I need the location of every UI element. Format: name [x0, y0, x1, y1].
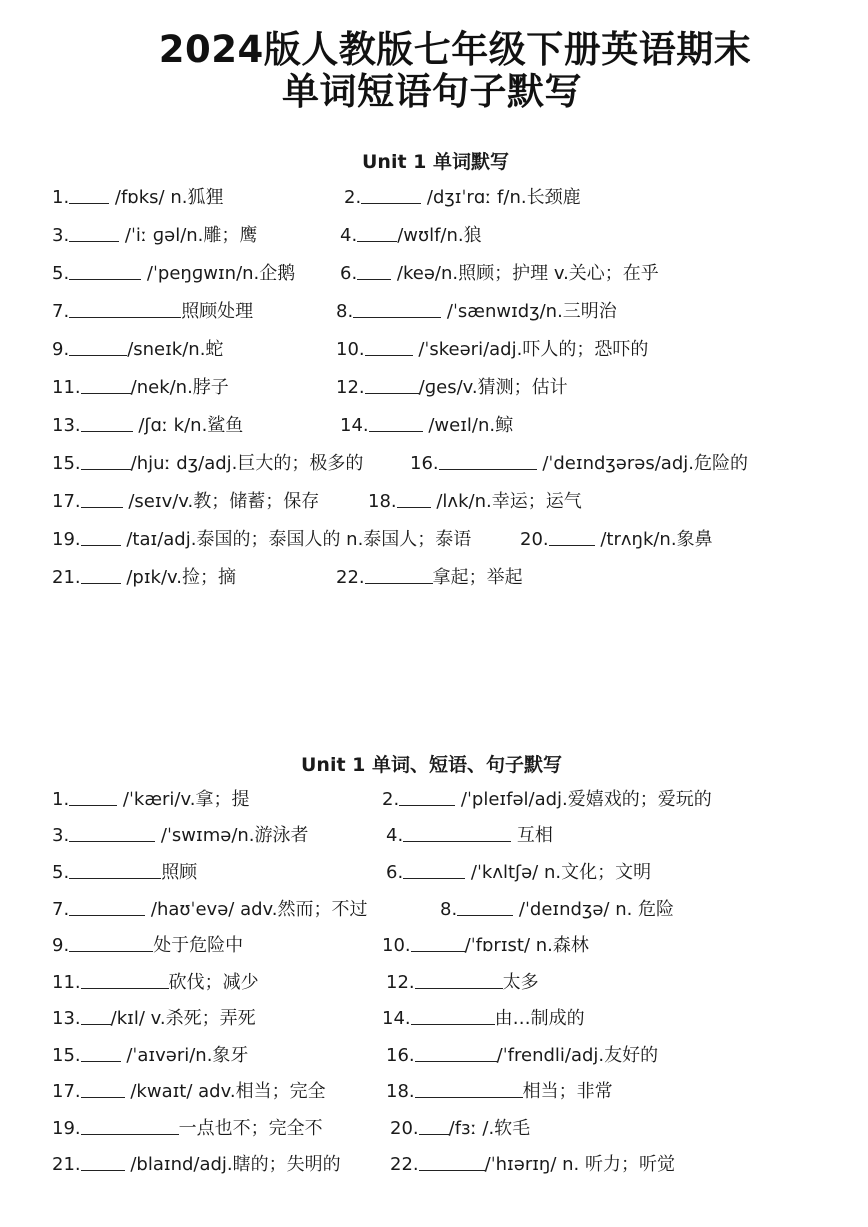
item-number: 3. — [52, 825, 70, 846]
exercise-item — [52, 488, 319, 516]
exercise-item — [52, 1005, 256, 1033]
item-number: 4. — [386, 825, 404, 846]
item-prompt: /keə/n.照顾；护理 v.关心；在乎 — [391, 263, 659, 284]
exercise-row — [52, 488, 852, 516]
exercise-row — [52, 969, 852, 997]
answer-blank[interactable] — [81, 565, 121, 584]
exercise-item — [368, 488, 582, 516]
answer-blank[interactable] — [69, 223, 119, 242]
exercise-item — [390, 1151, 675, 1179]
exercise-item — [336, 374, 568, 402]
exercise-row — [52, 184, 852, 212]
item-number: 5. — [52, 263, 70, 284]
exercise-row — [52, 822, 852, 850]
item-prompt: /ˈiː ɡəl/n.雕；鹰 — [119, 225, 258, 246]
item-prompt: /taɪ/adj.泰国的；泰国人的 n.泰国人；泰语 — [120, 529, 472, 550]
exercise-item — [382, 932, 589, 960]
exercise-item — [340, 260, 659, 288]
item-number: 12. — [336, 377, 365, 398]
exercise-row — [52, 1078, 852, 1106]
item-prompt: /kwaɪt/ adv.相当；完全 — [124, 1081, 326, 1102]
item-number: 8. — [440, 899, 458, 920]
item-number: 13. — [52, 1008, 81, 1029]
page-title-line-2: 单词短语句子默写 — [282, 70, 582, 113]
answer-blank[interactable] — [369, 413, 423, 432]
item-prompt: /weɪl/n.鲸 — [422, 415, 514, 436]
item-number: 20. — [520, 529, 549, 550]
exercise-row — [52, 412, 852, 440]
exercise-item — [336, 336, 648, 364]
item-prompt: /ˈdeɪndʒərəs/adj.危险的 — [536, 453, 748, 474]
exercise-item — [440, 896, 674, 924]
item-number: 12. — [386, 972, 415, 993]
exercise-item — [52, 1151, 341, 1179]
exercise-item — [386, 1042, 658, 1070]
item-prompt: /dʒɪˈrɑː f/n.长颈鹿 — [421, 187, 581, 208]
item-prompt: /ˈdeɪndʒə/ n. 危险 — [513, 899, 675, 920]
item-prompt: /ˈpleɪfəl/adj.爱嬉戏的；爱玩的 — [455, 789, 712, 810]
answer-blank[interactable] — [549, 527, 595, 546]
exercise-item — [52, 412, 243, 440]
answer-blank[interactable] — [81, 1079, 125, 1098]
exercise-item — [386, 859, 651, 887]
answer-blank[interactable] — [69, 933, 153, 952]
item-number: 15. — [52, 453, 81, 474]
answer-blank[interactable] — [397, 489, 431, 508]
exercise-row — [52, 222, 852, 250]
item-number: 6. — [386, 862, 404, 883]
answer-blank[interactable] — [403, 860, 465, 879]
answer-blank[interactable] — [419, 1116, 449, 1135]
answer-blank[interactable] — [81, 1116, 179, 1135]
item-prompt: 一点也不；完全不 — [178, 1118, 323, 1139]
item-number: 14. — [340, 415, 369, 436]
exercise-row — [52, 336, 852, 364]
item-prompt: /ˈfɒrɪst/ n.森林 — [464, 935, 589, 956]
item-prompt: 照顾 — [161, 862, 198, 883]
item-number: 9. — [52, 339, 70, 360]
exercise-item — [52, 859, 197, 887]
item-prompt: /trʌŋk/n.象鼻 — [594, 529, 713, 550]
answer-blank[interactable] — [357, 261, 391, 280]
item-prompt: /ˈhɪərɪŋ/ n. 听力；听觉 — [484, 1154, 675, 1175]
item-number: 17. — [52, 1081, 81, 1102]
item-number: 4. — [340, 225, 358, 246]
item-number: 10. — [382, 935, 411, 956]
item-number: 17. — [52, 491, 81, 512]
section-1-heading: Unit 1 单词默写 — [362, 151, 509, 173]
exercise-item — [382, 1005, 585, 1033]
answer-blank[interactable] — [81, 413, 133, 432]
exercise-row — [52, 450, 852, 478]
exercise-item — [52, 1042, 248, 1070]
item-number: 5. — [52, 862, 70, 883]
exercise-row — [52, 896, 852, 924]
answer-blank[interactable] — [69, 299, 181, 318]
item-number: 22. — [390, 1154, 419, 1175]
item-number: 13. — [52, 415, 81, 436]
item-prompt: /pɪk/v.捡；摘 — [120, 567, 237, 588]
item-number: 2. — [344, 187, 362, 208]
item-number: 11. — [52, 377, 81, 398]
item-prompt: /lʌk/n.幸运；运气 — [430, 491, 582, 512]
item-prompt: /ˈswɪmə/n.游泳者 — [155, 825, 309, 846]
answer-blank[interactable] — [81, 1043, 121, 1062]
item-number: 1. — [52, 187, 70, 208]
item-number: 16. — [386, 1045, 415, 1066]
answer-blank[interactable] — [81, 527, 121, 546]
item-prompt: 太多 — [502, 972, 539, 993]
exercise-item — [52, 222, 257, 250]
item-number: 11. — [52, 972, 81, 993]
exercise-item — [336, 298, 617, 326]
item-number: 19. — [52, 529, 81, 550]
exercise-row — [52, 1151, 852, 1179]
item-prompt: /blaɪnd/adj.瞎的；失明的 — [124, 1154, 341, 1175]
exercise-item — [340, 412, 513, 440]
item-prompt: /ˈpeŋɡwɪn/n.企鹅 — [141, 263, 296, 284]
item-number: 16. — [410, 453, 439, 474]
item-number: 18. — [386, 1081, 415, 1102]
exercise-item — [52, 184, 223, 212]
answer-blank[interactable] — [439, 451, 537, 470]
answer-blank[interactable] — [419, 1152, 485, 1171]
exercise-item — [340, 222, 482, 250]
answer-blank[interactable] — [353, 299, 441, 318]
page-title-line-1: 2024版人教版七年级下册英语期末 — [158, 28, 752, 71]
exercise-item — [386, 822, 553, 850]
item-number: 21. — [52, 567, 81, 588]
answer-blank[interactable] — [361, 185, 421, 204]
exercise-row — [52, 1005, 852, 1033]
exercise-item — [336, 564, 523, 592]
item-prompt: /sneɪk/n.蛇 — [127, 339, 224, 360]
answer-blank[interactable] — [81, 489, 123, 508]
item-prompt: 由…制成的 — [494, 1008, 585, 1029]
exercise-item — [52, 450, 363, 478]
answer-blank[interactable] — [365, 337, 413, 356]
item-prompt: /ʃɑː k/n.鲨鱼 — [132, 415, 244, 436]
section-2-heading: Unit 1 单词、短语、句子默写 — [301, 754, 563, 776]
answer-blank[interactable] — [399, 787, 455, 806]
exercise-item — [52, 896, 368, 924]
exercise-row — [52, 859, 852, 887]
exercise-item — [386, 1078, 613, 1106]
answer-blank[interactable] — [81, 970, 169, 989]
exercise-row — [52, 1115, 852, 1143]
item-number: 9. — [52, 935, 70, 956]
item-number: 8. — [336, 301, 354, 322]
item-prompt: /ˈsænwɪdʒ/n.三明治 — [441, 301, 617, 322]
answer-blank[interactable] — [81, 375, 131, 394]
exercise-item — [52, 336, 223, 364]
answer-blank[interactable] — [81, 1006, 111, 1025]
answer-blank[interactable] — [403, 823, 511, 842]
item-prompt: 拿起；举起 — [432, 567, 523, 588]
exercise-row — [52, 374, 852, 402]
answer-blank[interactable] — [365, 565, 433, 584]
exercise-item — [52, 1078, 326, 1106]
item-prompt: /ˈskeəri/adj.吓人的；恐吓的 — [412, 339, 649, 360]
exercise-row — [52, 1042, 852, 1070]
item-number: 19. — [52, 1118, 81, 1139]
item-number: 1. — [52, 789, 70, 810]
exercise-item — [52, 260, 295, 288]
item-prompt: /ˈkæri/v.拿；提 — [117, 789, 250, 810]
exercise-row — [52, 932, 852, 960]
exercise-item — [52, 526, 471, 554]
item-number: 20. — [390, 1118, 419, 1139]
answer-blank[interactable] — [81, 1152, 125, 1171]
answer-blank[interactable] — [69, 787, 117, 806]
item-prompt: /fɒks/ n.狐狸 — [109, 187, 224, 208]
item-prompt: /fɜː /.软毛 — [448, 1118, 531, 1139]
exercise-item — [520, 526, 713, 554]
item-number: 22. — [336, 567, 365, 588]
item-number: 18. — [368, 491, 397, 512]
answer-blank[interactable] — [357, 223, 397, 242]
item-prompt: 照顾处理 — [181, 301, 254, 322]
answer-blank[interactable] — [69, 860, 161, 879]
item-number: 3. — [52, 225, 70, 246]
item-prompt: 互相 — [511, 825, 553, 846]
answer-blank[interactable] — [69, 823, 155, 842]
answer-blank[interactable] — [411, 1006, 495, 1025]
answer-blank[interactable] — [365, 375, 419, 394]
answer-blank[interactable] — [415, 1043, 497, 1062]
item-prompt: /ɡes/v.猜测；估计 — [418, 377, 568, 398]
answer-blank[interactable] — [69, 897, 145, 916]
item-number: 10. — [336, 339, 365, 360]
item-prompt: /ˈfrendli/adj.友好的 — [496, 1045, 659, 1066]
exercise-item — [52, 374, 229, 402]
item-prompt: 处于危险中 — [153, 935, 244, 956]
item-number: 6. — [340, 263, 358, 284]
answer-blank[interactable] — [415, 970, 503, 989]
exercise-row — [52, 526, 852, 554]
exercise-row — [52, 786, 852, 814]
item-prompt: /wʊlf/n.狼 — [397, 225, 482, 246]
item-prompt: /nek/n.脖子 — [130, 377, 229, 398]
exercise-item — [52, 932, 243, 960]
exercise-item — [410, 450, 748, 478]
exercise-item — [382, 786, 712, 814]
exercise-item — [52, 1115, 323, 1143]
item-prompt: 相当；非常 — [522, 1081, 613, 1102]
exercise-row — [52, 298, 852, 326]
answer-blank[interactable] — [69, 337, 127, 356]
exercise-item — [52, 564, 236, 592]
item-prompt: /ˈkʌltʃə/ n.文化；文明 — [465, 862, 652, 883]
exercise-item — [52, 822, 309, 850]
answer-blank[interactable] — [415, 1079, 523, 1098]
exercise-item — [390, 1115, 530, 1143]
answer-blank[interactable] — [69, 185, 109, 204]
item-number: 7. — [52, 301, 70, 322]
exercise-item — [52, 298, 253, 326]
answer-blank[interactable] — [81, 451, 131, 470]
item-prompt: /haʊˈevə/ adv.然而；不过 — [145, 899, 368, 920]
item-number: 7. — [52, 899, 70, 920]
item-number: 15. — [52, 1045, 81, 1066]
exercise-item — [52, 786, 249, 814]
answer-blank[interactable] — [457, 897, 513, 916]
exercise-item — [386, 969, 539, 997]
item-prompt: /hjuː dʒ/adj.巨大的；极多的 — [130, 453, 364, 474]
answer-blank[interactable] — [69, 261, 141, 280]
exercise-row — [52, 564, 852, 592]
item-number: 14. — [382, 1008, 411, 1029]
exercise-row — [52, 260, 852, 288]
item-prompt: /seɪv/v.教；储蓄；保存 — [122, 491, 320, 512]
item-prompt: /ˈaɪvəri/n.象牙 — [120, 1045, 249, 1066]
item-number: 21. — [52, 1154, 81, 1175]
item-prompt: /kɪl/ v.杀死；弄死 — [110, 1008, 256, 1029]
exercise-item — [344, 184, 581, 212]
item-prompt: 砍伐；减少 — [168, 972, 259, 993]
exercise-item — [52, 969, 259, 997]
item-number: 2. — [382, 789, 400, 810]
answer-blank[interactable] — [411, 933, 465, 952]
